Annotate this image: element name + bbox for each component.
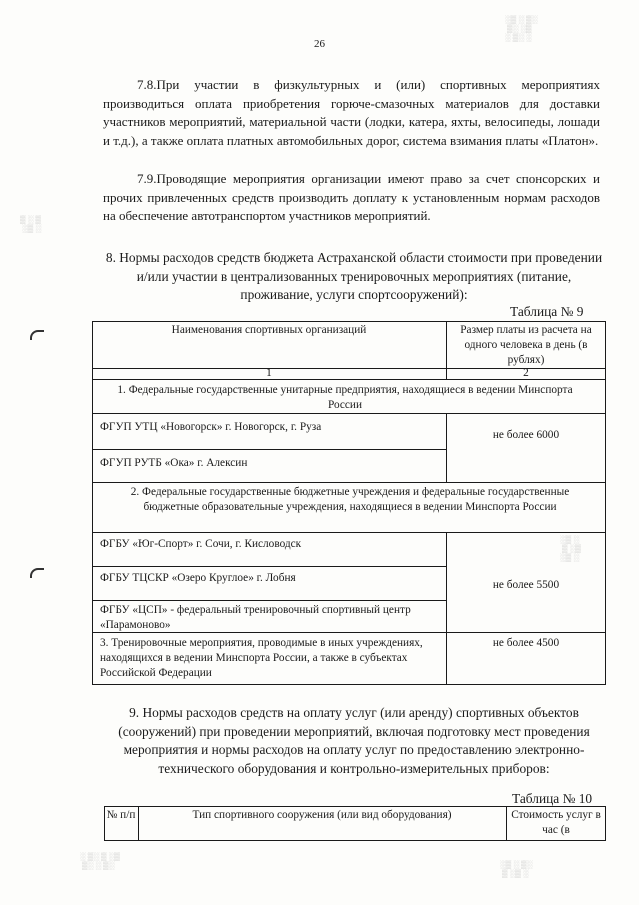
- hole-punch-mark: [30, 330, 44, 340]
- table-10-col-type: Тип спортивного сооружения (или вид оборудования): [192, 809, 452, 821]
- table-9-row-other: 3. Тренировочные мероприятия, проводимые в иных учреждениях, находящихся в ведении Минспорта России, а также в субъектах Российской Федерации: [100, 637, 423, 679]
- table-9-group-1-heading: 1. Федеральные государственные унитарные предприятия, находящиеся в ведении Минспорта России: [117, 384, 573, 411]
- table-9-row-oka: ФГУП РУТБ «Ока» г. Алексин: [100, 457, 248, 469]
- table-10-caption: Таблица № 10: [512, 791, 593, 806]
- table-9-group-2-heading: 2. Федеральные государственные бюджетные учреждения и федеральные государственные бюджетные образовательные учреждения, находящиеся в ведении Минспорта России: [130, 486, 570, 513]
- bleed-through-noise: ░▒ ░ ▒░ ▒ ░▒ ░: [500, 860, 533, 878]
- paragraph-7-9: 7.9.Проводящие мероприятия организации имеют право за счет спонсорских и прочих привлеченных средств производить доплату к установленным нормам расходов на обеспечение автотранспортом участников мероприятий.: [103, 171, 600, 224]
- section-9-heading: 9. Нормы расходов средств на оплату услуг (или аренду) спортивных объектов (сооружений) при проведении мероприятий, включая подготовку мест проведения мероприятия и нормы расходов на оплату услуг по предоставлению электронно-технического оборудования и контрольно-измерительных приборов:: [118, 705, 590, 776]
- table-9-col2-header: Размер платы из расчета на одного человека в день (в рублях): [460, 324, 592, 366]
- table-9-caption: Таблица № 9: [510, 304, 584, 319]
- bleed-through-noise: ░▒ ░ ▒░ ▒░ ░▒ ░ ▒░ ░: [505, 15, 538, 42]
- table-9-row-novogorsk: ФГУП УТЦ «Новогорск» г. Новогорск, г. Руза: [100, 421, 322, 433]
- table-10-col-cost: Стоимость услуг в час (в: [511, 809, 601, 836]
- section-8-heading: 8. Нормы расходов средств бюджета Астраханской области стоимости при проведении и/или участии в централизованных тренировочных мероприятиях (питание, проживание, услуги спортсооружений):: [105, 250, 603, 303]
- page-number: 26: [314, 38, 325, 50]
- table-9-row-yug-sport: ФГБУ «Юг-Спорт» г. Сочи, г. Кисловодск: [100, 538, 302, 550]
- bleed-through-noise: ░ ▒░ ▒ ░▒ ▒░ ░ ▒░: [80, 852, 121, 870]
- table-9-group-1-value: не более 6000: [492, 429, 560, 441]
- table-9-col2-number: 2: [523, 367, 529, 379]
- hole-punch-mark: [30, 568, 44, 578]
- table-10-col-number: № п/п: [106, 809, 136, 821]
- bleed-through-noise: ▒ ░ ▒ ░▒ ░: [20, 215, 42, 233]
- table-9-row-other-value: не более 4500: [492, 637, 560, 649]
- bleed-through-noise: ░▒ ░ ▒ ░▒ ░▒ ░: [560, 535, 582, 562]
- table-9-col1-header: Наименования спортивных организаций: [171, 324, 367, 336]
- table-9-row-csp: ФГБУ «ЦСП» - федеральный тренировочный спортивный центр «Парамоново»: [100, 604, 411, 631]
- table-9-row-ozero-krugloe: ФГБУ ТЦСКР «Озеро Круглое» г. Лобня: [100, 572, 296, 584]
- table-9-group-2-value: не более 5500: [492, 579, 560, 591]
- table-9-col1-number: 1: [266, 367, 272, 379]
- paragraph-7-8: 7.8.При участии в физкультурных и (или) спортивных мероприятиях производиться оплата приобретения горюче-смазочных материалов для доставки участников мероприятий, материальной части (лодки, катера, яхты, велосипеды, лошади и т.д.), а также оплата платных автомобильных дорог, система взимания платы «Платон».: [103, 77, 600, 148]
